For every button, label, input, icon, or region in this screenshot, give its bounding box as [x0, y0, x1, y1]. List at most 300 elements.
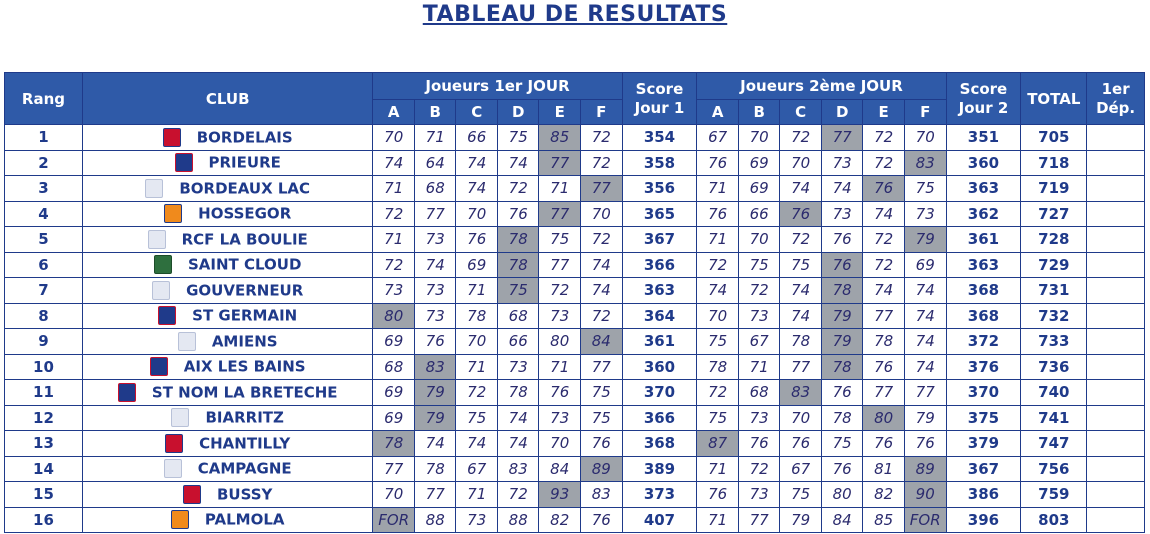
score-day1-cell: 85 — [539, 125, 581, 151]
club-logo-icon — [171, 408, 189, 427]
score-day1-cell: 75 — [580, 380, 622, 406]
score-day2-cell: 77 — [863, 303, 905, 329]
score-day1-cell: 72 — [539, 278, 581, 304]
club-cell — [82, 125, 373, 151]
header-score-day2-line1: Score — [959, 79, 1008, 98]
score-day2-cell: 70 — [738, 227, 780, 253]
header-player-f-day2: F — [904, 100, 946, 125]
score-day1-cell: 88 — [414, 507, 456, 533]
score-jour2-cell: 386 — [946, 482, 1021, 508]
score-jour2-cell: 368 — [946, 278, 1021, 304]
score-day2-cell: 79 — [780, 507, 822, 533]
score-day2-cell: 74 — [904, 354, 946, 380]
header-score-day2-line2: Jour 2 — [958, 98, 1009, 117]
header-player-c-day1: C — [456, 100, 498, 125]
rank-cell: 15 — [5, 482, 83, 508]
score-day2-cell: 77 — [821, 125, 863, 151]
rank-cell: 14 — [5, 456, 83, 482]
score-day2-cell: 89 — [904, 456, 946, 482]
club-logo-icon — [175, 153, 193, 172]
rank-cell: 9 — [5, 329, 83, 355]
score-jour1-cell: 364 — [622, 303, 697, 329]
club-name: BORDEAUX LAC — [179, 179, 311, 198]
club-name: ST NOM LA BRETECHE — [151, 383, 338, 402]
total-cell: 729 — [1021, 252, 1087, 278]
club-name: PRIEURE — [208, 153, 281, 172]
score-day2-cell: 73 — [904, 201, 946, 227]
club-name: RCF LA BOULIE — [181, 230, 308, 249]
score-day1-cell: 72 — [373, 201, 415, 227]
club-cell — [82, 405, 373, 431]
club-name: GOUVERNEUR — [186, 281, 304, 300]
score-day2-cell: 82 — [863, 482, 905, 508]
score-day2-cell: 72 — [738, 456, 780, 482]
score-day1-cell: 76 — [497, 201, 539, 227]
score-day2-cell: 73 — [738, 303, 780, 329]
total-cell: 718 — [1021, 150, 1087, 176]
score-day2-cell: 71 — [697, 456, 739, 482]
club-logo-icon — [158, 306, 176, 325]
score-day2-cell: 74 — [904, 303, 946, 329]
score-day2-cell: 70 — [904, 125, 946, 151]
score-day2-cell: 69 — [904, 252, 946, 278]
header-first-dep-line2: Dép. — [1096, 98, 1136, 117]
club-logo-icon — [164, 459, 182, 478]
score-day2-cell: 74 — [780, 278, 822, 304]
score-day1-cell: 77 — [414, 201, 456, 227]
score-jour1-cell: 358 — [622, 150, 697, 176]
score-day1-cell: 88 — [497, 507, 539, 533]
results-table — [4, 72, 1145, 533]
header-rang: Rang — [5, 73, 83, 125]
score-day2-cell: 76 — [863, 431, 905, 457]
score-day2-cell: 73 — [738, 482, 780, 508]
total-cell: 747 — [1021, 431, 1087, 457]
table-row — [5, 507, 1145, 533]
score-day1-cell: 68 — [373, 354, 415, 380]
total-cell: 759 — [1021, 482, 1087, 508]
score-day1-cell: 67 — [456, 456, 498, 482]
score-day2-cell: 75 — [904, 176, 946, 202]
score-day1-cell: 76 — [414, 329, 456, 355]
first-dep-cell — [1087, 329, 1145, 355]
club-cell — [82, 354, 373, 380]
score-day2-cell: 72 — [697, 380, 739, 406]
header-player-c-day2: C — [780, 100, 822, 125]
club-cell — [82, 380, 373, 406]
score-day1-cell: 68 — [414, 176, 456, 202]
club-logo-icon — [171, 510, 189, 529]
score-day2-cell: 77 — [738, 507, 780, 533]
rank-cell: 3 — [5, 176, 83, 202]
score-day2-cell: 72 — [863, 125, 905, 151]
score-day1-cell: 75 — [497, 125, 539, 151]
score-day2-cell: 72 — [697, 252, 739, 278]
club-name: CAMPAGNE — [197, 459, 292, 478]
score-day2-cell: 76 — [821, 252, 863, 278]
table-row — [5, 201, 1145, 227]
score-day2-cell: 72 — [863, 227, 905, 253]
header-player-e-day2: E — [863, 100, 905, 125]
rank-cell: 8 — [5, 303, 83, 329]
score-day1-cell: 78 — [373, 431, 415, 457]
club-logo-icon — [183, 485, 201, 504]
club-logo-icon — [118, 383, 136, 402]
score-day2-cell: 80 — [821, 482, 863, 508]
table-row — [5, 329, 1145, 355]
table-row — [5, 176, 1145, 202]
score-jour1-cell: 367 — [622, 227, 697, 253]
score-day2-cell: 79 — [904, 405, 946, 431]
score-jour1-cell: 354 — [622, 125, 697, 151]
club-cell — [82, 482, 373, 508]
club-cell — [82, 303, 373, 329]
score-day1-cell: 73 — [497, 354, 539, 380]
score-day2-cell: 67 — [738, 329, 780, 355]
score-day2-cell: 72 — [863, 252, 905, 278]
rank-cell: 13 — [5, 431, 83, 457]
club-cell — [82, 150, 373, 176]
score-day2-cell: 74 — [863, 201, 905, 227]
table-row — [5, 405, 1145, 431]
score-day1-cell: 80 — [373, 303, 415, 329]
rank-cell: 2 — [5, 150, 83, 176]
total-cell: 732 — [1021, 303, 1087, 329]
score-jour1-cell: 370 — [622, 380, 697, 406]
score-jour1-cell: 389 — [622, 456, 697, 482]
club-logo-icon — [154, 255, 172, 274]
first-dep-cell — [1087, 431, 1145, 457]
score-day2-cell: 72 — [780, 227, 822, 253]
club-name: BORDELAIS — [196, 128, 293, 147]
score-day2-cell: 75 — [780, 252, 822, 278]
score-day2-cell: 77 — [863, 380, 905, 406]
club-cell — [82, 278, 373, 304]
score-day2-cell: 83 — [780, 380, 822, 406]
club-cell — [82, 507, 373, 533]
score-day2-cell: 70 — [780, 150, 822, 176]
club-logo-icon — [148, 230, 166, 249]
header-score-day1 — [622, 73, 697, 125]
first-dep-cell — [1087, 507, 1145, 533]
score-day1-cell: 70 — [456, 329, 498, 355]
score-day2-cell: 78 — [821, 405, 863, 431]
club-cell — [82, 201, 373, 227]
score-day2-cell: 76 — [863, 354, 905, 380]
rank-cell: 12 — [5, 405, 83, 431]
score-day1-cell: 74 — [456, 150, 498, 176]
score-day1-cell: 74 — [414, 431, 456, 457]
score-day1-cell: 70 — [539, 431, 581, 457]
score-day1-cell: 83 — [497, 456, 539, 482]
score-day2-cell: 75 — [821, 431, 863, 457]
score-day2-cell: 85 — [863, 507, 905, 533]
table-row — [5, 482, 1145, 508]
score-day2-cell: 79 — [904, 227, 946, 253]
rank-cell: 6 — [5, 252, 83, 278]
total-cell: 728 — [1021, 227, 1087, 253]
score-day1-cell: 68 — [497, 303, 539, 329]
total-cell: 719 — [1021, 176, 1087, 202]
score-day1-cell: 74 — [580, 278, 622, 304]
first-dep-cell — [1087, 125, 1145, 151]
score-day2-cell: 71 — [697, 227, 739, 253]
score-day2-cell: 75 — [697, 329, 739, 355]
score-day1-cell: 80 — [539, 329, 581, 355]
score-day2-cell: 76 — [697, 201, 739, 227]
club-cell — [82, 227, 373, 253]
score-day1-cell: 77 — [539, 201, 581, 227]
score-day1-cell: 89 — [580, 456, 622, 482]
score-day2-cell: 70 — [738, 125, 780, 151]
score-day2-cell: 81 — [863, 456, 905, 482]
total-cell: 740 — [1021, 380, 1087, 406]
score-day1-cell: 72 — [456, 380, 498, 406]
score-day2-cell: 72 — [780, 125, 822, 151]
score-day2-cell: 76 — [780, 431, 822, 457]
score-day2-cell: 74 — [821, 176, 863, 202]
score-jour1-cell: 365 — [622, 201, 697, 227]
score-day1-cell: 82 — [539, 507, 581, 533]
rank-cell: 5 — [5, 227, 83, 253]
score-day2-cell: 90 — [904, 482, 946, 508]
first-dep-cell — [1087, 354, 1145, 380]
header-total: TOTAL — [1021, 73, 1087, 125]
score-day2-cell: 80 — [863, 405, 905, 431]
header-score-day2 — [946, 73, 1021, 125]
table-row — [5, 431, 1145, 457]
score-day1-cell: 93 — [539, 482, 581, 508]
score-day1-cell: 71 — [414, 125, 456, 151]
score-day1-cell: 74 — [456, 431, 498, 457]
score-day1-cell: 74 — [414, 252, 456, 278]
score-day1-cell: 70 — [580, 201, 622, 227]
score-day2-cell: 78 — [780, 329, 822, 355]
score-day1-cell: 74 — [497, 431, 539, 457]
score-day2-cell: 74 — [697, 278, 739, 304]
club-name: PALMOLA — [204, 510, 285, 529]
score-day1-cell: 77 — [373, 456, 415, 482]
score-day1-cell: 71 — [373, 227, 415, 253]
score-day1-cell: 73 — [539, 405, 581, 431]
score-jour1-cell: 366 — [622, 252, 697, 278]
score-day1-cell: 83 — [414, 354, 456, 380]
header-player-f-day1: F — [580, 100, 622, 125]
score-day1-cell: 66 — [497, 329, 539, 355]
score-day1-cell: 73 — [414, 278, 456, 304]
score-day2-cell: 79 — [821, 303, 863, 329]
score-day1-cell: 75 — [539, 227, 581, 253]
score-jour1-cell: 356 — [622, 176, 697, 202]
score-day1-cell: 84 — [580, 329, 622, 355]
score-jour2-cell: 396 — [946, 507, 1021, 533]
score-day2-cell: 74 — [863, 278, 905, 304]
score-day2-cell: 71 — [738, 354, 780, 380]
score-jour2-cell: 367 — [946, 456, 1021, 482]
score-day1-cell: 72 — [497, 176, 539, 202]
first-dep-cell — [1087, 405, 1145, 431]
score-day1-cell: 70 — [456, 201, 498, 227]
header-player-a-day2: A — [697, 100, 739, 125]
first-dep-cell — [1087, 252, 1145, 278]
score-day1-cell: 74 — [580, 252, 622, 278]
club-logo-icon — [163, 128, 181, 147]
score-jour1-cell: 363 — [622, 278, 697, 304]
total-cell: 727 — [1021, 201, 1087, 227]
header-player-e-day1: E — [539, 100, 581, 125]
score-day2-cell: 87 — [697, 431, 739, 457]
first-dep-cell — [1087, 227, 1145, 253]
club-name: AIX LES BAINS — [183, 357, 306, 376]
score-day1-cell: 73 — [456, 507, 498, 533]
table-row — [5, 227, 1145, 253]
total-cell: 756 — [1021, 456, 1087, 482]
score-day1-cell: 74 — [497, 405, 539, 431]
score-day1-cell: 71 — [539, 176, 581, 202]
score-day2-cell: 73 — [821, 150, 863, 176]
score-day1-cell: 75 — [580, 405, 622, 431]
score-day2-cell: 66 — [738, 201, 780, 227]
first-dep-cell — [1087, 278, 1145, 304]
score-day1-cell: 77 — [414, 482, 456, 508]
score-day2-cell: 76 — [697, 150, 739, 176]
rank-cell: 11 — [5, 380, 83, 406]
score-day2-cell: 77 — [904, 380, 946, 406]
score-day2-cell: 75 — [780, 482, 822, 508]
score-day2-cell: 71 — [697, 507, 739, 533]
score-day2-cell: 70 — [780, 405, 822, 431]
score-jour2-cell: 375 — [946, 405, 1021, 431]
score-day2-cell: 75 — [697, 405, 739, 431]
first-dep-cell — [1087, 456, 1145, 482]
results-body — [5, 125, 1145, 533]
club-name: ST GERMAIN — [192, 306, 298, 325]
table-row — [5, 252, 1145, 278]
score-day1-cell: 78 — [456, 303, 498, 329]
header-first-dep — [1087, 73, 1145, 125]
score-day1-cell: 76 — [580, 431, 622, 457]
score-day1-cell: 77 — [539, 150, 581, 176]
club-cell — [82, 431, 373, 457]
score-day2-cell: 76 — [863, 176, 905, 202]
first-dep-cell — [1087, 303, 1145, 329]
header-player-b-day2: B — [738, 100, 780, 125]
score-day2-cell: 78 — [821, 354, 863, 380]
header-day2: Joueurs 2ème JOUR — [697, 73, 946, 100]
club-name: BIARRITZ — [205, 408, 284, 427]
score-day1-cell: 73 — [539, 303, 581, 329]
score-day1-cell: 73 — [373, 278, 415, 304]
score-jour2-cell: 368 — [946, 303, 1021, 329]
score-day1-cell: 76 — [580, 507, 622, 533]
club-logo-icon — [178, 332, 196, 351]
header-club: CLUB — [82, 73, 373, 125]
score-day2-cell: 76 — [780, 201, 822, 227]
score-day1-cell: 72 — [497, 482, 539, 508]
club-cell — [82, 176, 373, 202]
score-day2-cell: 67 — [780, 456, 822, 482]
total-cell: 741 — [1021, 405, 1087, 431]
score-day2-cell: 76 — [821, 227, 863, 253]
score-day2-cell: 78 — [863, 329, 905, 355]
club-logo-icon — [145, 179, 163, 198]
score-day2-cell: 73 — [738, 405, 780, 431]
rank-cell: 4 — [5, 201, 83, 227]
score-day1-cell: 76 — [539, 380, 581, 406]
score-day1-cell: 75 — [456, 405, 498, 431]
score-jour2-cell: 351 — [946, 125, 1021, 151]
score-day1-cell: 74 — [373, 150, 415, 176]
score-day1-cell: 72 — [373, 252, 415, 278]
score-day2-cell: 72 — [738, 278, 780, 304]
table-row — [5, 456, 1145, 482]
score-jour1-cell: 361 — [622, 329, 697, 355]
score-day1-cell: 74 — [456, 176, 498, 202]
total-cell: 736 — [1021, 354, 1087, 380]
first-dep-cell — [1087, 380, 1145, 406]
score-day1-cell: 78 — [414, 456, 456, 482]
score-day1-cell: 71 — [456, 354, 498, 380]
total-cell: 705 — [1021, 125, 1087, 151]
score-day1-cell: 75 — [497, 278, 539, 304]
score-jour1-cell: 373 — [622, 482, 697, 508]
score-jour1-cell: 368 — [622, 431, 697, 457]
first-dep-cell — [1087, 201, 1145, 227]
score-day1-cell: 69 — [456, 252, 498, 278]
score-day1-cell: 78 — [497, 227, 539, 253]
score-day2-cell: 74 — [904, 278, 946, 304]
score-day2-cell: 70 — [697, 303, 739, 329]
header-day1: Joueurs 1er JOUR — [373, 73, 622, 100]
club-cell — [82, 456, 373, 482]
score-jour2-cell: 363 — [946, 176, 1021, 202]
header-score-day1-line1: Score — [635, 79, 684, 98]
score-day2-cell: 78 — [821, 278, 863, 304]
score-day1-cell: 69 — [373, 405, 415, 431]
score-day1-cell: 83 — [580, 482, 622, 508]
score-day2-cell: 72 — [863, 150, 905, 176]
score-jour2-cell: 372 — [946, 329, 1021, 355]
club-name: BUSSY — [216, 485, 273, 504]
score-day1-cell: 77 — [539, 252, 581, 278]
score-day2-cell: 76 — [697, 482, 739, 508]
club-name: SAINT CLOUD — [187, 255, 302, 274]
score-day1-cell: 74 — [497, 150, 539, 176]
club-name: CHANTILLY — [199, 434, 291, 453]
header-player-a-day1: A — [373, 100, 415, 125]
score-day1-cell: 72 — [580, 303, 622, 329]
header-first-dep-line1: 1er — [1101, 79, 1130, 98]
score-day1-cell: 72 — [580, 125, 622, 151]
club-name: HOSSEGOR — [198, 204, 292, 223]
score-jour1-cell: 407 — [622, 507, 697, 533]
score-day1-cell: 69 — [373, 329, 415, 355]
table-row — [5, 380, 1145, 406]
total-cell: 731 — [1021, 278, 1087, 304]
score-jour2-cell: 379 — [946, 431, 1021, 457]
score-day2-cell: 69 — [738, 176, 780, 202]
first-dep-cell — [1087, 150, 1145, 176]
score-day1-cell: 72 — [580, 150, 622, 176]
score-day2-cell: 79 — [821, 329, 863, 355]
score-day2-cell: 75 — [738, 252, 780, 278]
first-dep-cell — [1087, 176, 1145, 202]
rank-cell: 16 — [5, 507, 83, 533]
club-logo-icon — [165, 434, 183, 453]
score-day2-cell: 76 — [904, 431, 946, 457]
rank-cell: 10 — [5, 354, 83, 380]
score-jour1-cell: 366 — [622, 405, 697, 431]
